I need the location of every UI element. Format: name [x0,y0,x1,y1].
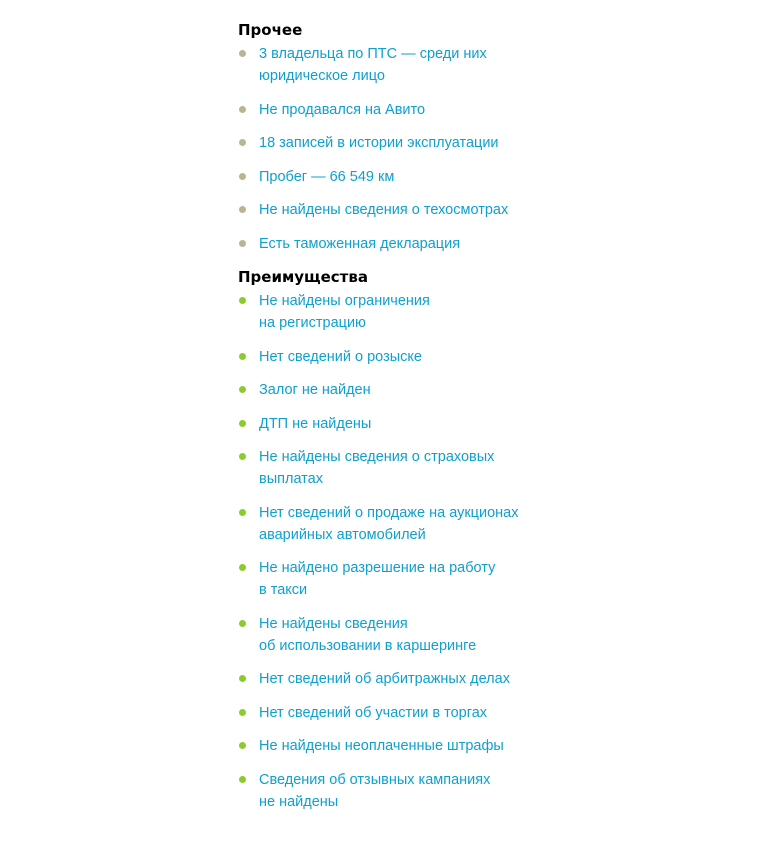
bullet-icon [239,353,246,360]
bullet-icon [239,297,246,304]
list-item [238,502,678,546]
bullet-icon [239,742,246,749]
item-link[interactable]: 3 владельца по ПТС — среди них юридическое лицо [259,46,487,84]
bullet-icon [239,675,246,682]
list-item [238,769,678,813]
item-link[interactable]: Не найдены сведения о техосмотрах [259,202,509,218]
list-item [238,702,678,724]
item-link[interactable]: Есть таможенная декларация [259,235,461,252]
list-item [238,199,678,221]
item-link[interactable]: Нет сведений о розыске [259,348,422,365]
bullet-icon [239,420,246,427]
item-link[interactable]: Залог не найден [259,382,371,398]
bullet-icon [239,240,246,247]
item-link[interactable]: Не найдены сведения об использовании в каршеринге [259,615,477,654]
list-item [238,413,678,435]
bullet-icon [239,564,246,571]
item-link[interactable]: Сведения об отзывных кампаниях не найдены [259,771,491,810]
section-other [238,19,678,255]
list-item [238,613,678,657]
bullet-icon [239,139,246,146]
other-list [238,43,678,255]
item-link[interactable]: Нет сведений об арбитражных делах [259,671,510,687]
list-item [238,446,678,490]
bullet-icon [239,106,246,113]
list-item [238,99,678,121]
section-advantages [238,266,678,813]
bullet-icon [239,173,246,180]
bullet-icon [239,50,246,57]
item-link[interactable]: Не найдены ограничения на регистрацию [259,293,430,331]
advantages-list [238,290,678,813]
item-link[interactable]: Пробег — 66 549 км [259,168,395,185]
list-item [238,132,678,154]
item-link[interactable]: Не продавался на Авито [259,101,426,118]
list-item [238,735,678,757]
list-item [238,668,678,690]
bullet-icon [239,709,246,716]
item-link[interactable]: Не найдены неоплаченные штрафы [259,738,504,754]
bullet-icon [239,776,246,783]
item-link[interactable]: 18 записей в истории эксплуатации [259,135,499,151]
list-item [238,43,678,87]
item-link[interactable]: Нет сведений о продаже на аукционах аварийных автомобилей [259,504,519,543]
list-item [238,290,678,334]
item-link[interactable]: Нет сведений об участии в торгах [259,704,488,721]
bullet-icon [239,620,246,627]
list-item [238,233,678,255]
list-item [238,557,678,601]
section-title-advantages: Преимущества [238,268,368,286]
section-title-other: Прочее [238,21,303,39]
bullet-icon [239,453,246,460]
item-link[interactable]: Не найдено разрешение на работу в такси [259,560,496,598]
bullet-icon [239,386,246,393]
bullet-icon [239,509,246,516]
list-item [238,346,678,368]
item-link[interactable]: ДТП не найдены [259,415,372,432]
bullet-icon [239,206,246,213]
list-item [238,166,678,188]
report-content [238,19,678,824]
list-item [238,379,678,401]
item-link[interactable]: Не найдены сведения о страховых выплатах [259,449,495,487]
